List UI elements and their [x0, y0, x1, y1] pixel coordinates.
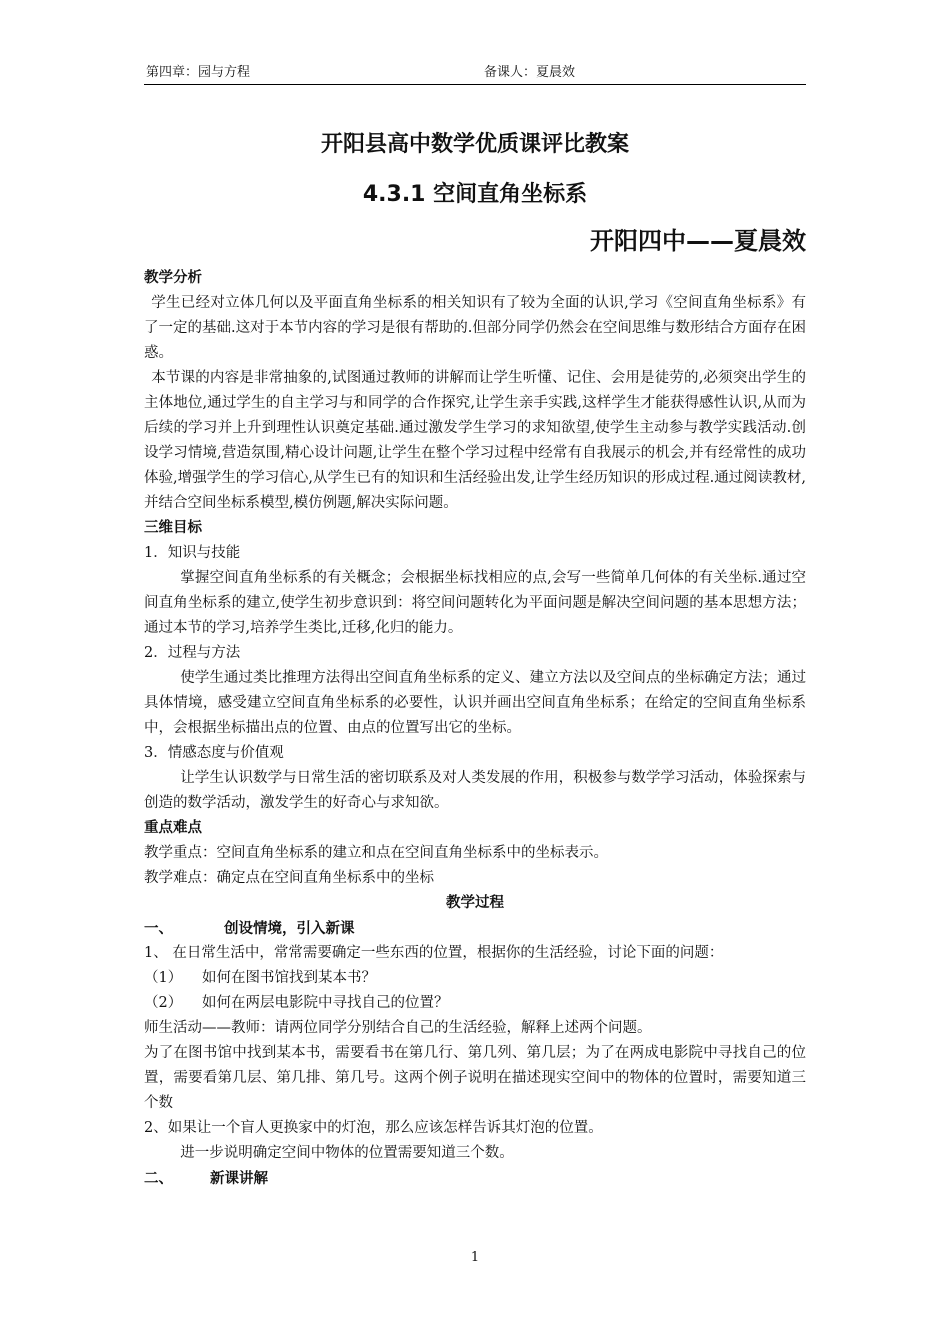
section-2-heading: [144, 1166, 806, 1191]
question-1-text: 如何在图书馆找到某本书？: [202, 970, 376, 986]
goals-heading: 三维目标: [144, 520, 202, 536]
lesson-title: 4.3.1 空间直角坐标系: [362, 182, 588, 207]
document-body: [144, 130, 806, 1191]
page-header: [144, 64, 806, 85]
analysis-paragraph-2: 本节课的内容是非常抽象的,试图通过教师的讲解而让学生听懂、记住、会用是徒劳的,必须突出学生的主体地位,通过学生的自主学习与和同学的合作探究,让学生亲手实践,这样学生才能获得感性认识,从而为后续的学习并上升到理性认识奠定基础.通过激发学生学习的求知欲望,使学生主动参与教学实践活动.创设学习情境,营造氛围,精心设计问题,让学生在整个学习过程中经常有自我展示的机会,并有经常性的成功体验,增强学生的学习信心,从学生已有的知识和生活经验出发,让学生经历知识的形成过程.通过阅读教材,并结合空间坐标系模型,模仿例题,解决实际问题。: [144, 370, 806, 511]
explanation-paragraph: 为了在图书馆中找到某本书，需要看书在第几行、第几列、第几层；为了在两成电影院中寻找自己的位置，需要看第几层、第几排、第几号。这两个例子说明在描述现实空间中的物体的位置时，需要知道三个数: [144, 1045, 806, 1111]
goal-2-text: 使学生通过类比推理方法得出空间直角坐标系的定义、建立方法以及空间点的坐标确定方法；通过具体情境，感受建立空间直角坐标系的必要性，认识并画出空间直角坐标系；在给定的空间直角坐标系中，会根据坐标描出点的位置、由点的位置写出它的坐标。: [144, 670, 806, 736]
header-preparer: 备课人：夏晨效: [484, 65, 576, 80]
difficult-point: 教学难点：确定点在空间直角坐标系中的坐标: [144, 870, 434, 886]
section-1-title: 创设情境，引入新课: [224, 920, 355, 937]
document-title: 开阳县高中数学优质课评比教案: [320, 132, 629, 157]
question-intro: 1、 在日常生活中，常常需要确定一些东西的位置，根据你的生活经验，讨论下面的问题：: [144, 945, 724, 961]
bulb-question: 2、如果让一个盲人更换家中的灯泡，那么应该怎样告诉其灯泡的位置。: [144, 1120, 603, 1136]
goal-3-text: 让学生认识数学与日常生活的密切联系及对人类发展的作用，积极参与数学学习活动，体验探索与创造的数学活动，激发学生的好奇心与求知欲。: [144, 770, 806, 811]
key-point: 教学重点：空间直角坐标系的建立和点在空间直角坐标系中的坐标表示。: [144, 845, 608, 861]
author-line: 开阳四中——夏晨效: [590, 227, 806, 255]
question-1: [144, 966, 806, 991]
section-2-title: 新课讲解: [210, 1170, 268, 1187]
section-1-number: 一、: [144, 920, 173, 937]
analysis-paragraph-1: 学生已经对立体几何以及平面直角坐标系的相关知识有了较为全面的认识,学习《空间直角坐标系》有了一定的基础.这对于本节内容的学习是很有帮助的.但部分同学仍然会在空间思维与数形结合方面存在困惑。: [144, 295, 806, 361]
goal-2-title: 2．过程与方法: [144, 645, 241, 661]
question-1-number: （1）: [144, 970, 183, 986]
page-number: 1: [470, 1250, 480, 1265]
section-1-heading: [144, 916, 806, 941]
question-2-text: 如何在两层电影院中寻找自己的位置？: [202, 995, 449, 1011]
goal-3-title: 3．情感态度与价值观: [144, 745, 284, 761]
goal-1-title: 1．知识与技能: [144, 545, 241, 561]
activity-line: 师生活动——教师：请两位同学分别结合自己的生活经验，解释上述两个问题。: [144, 1020, 652, 1036]
goal-1-text: 掌握空间直角坐标系的有关概念；会根据坐标找相应的点,会写一些简单几何体的有关坐标.通过空间直角坐标系的建立,使学生初步意识到：将空间问题转化为平面问题是解决空间问题的基本思想方法；通过本节的学习,培养学生类比,迁移,化归的能力。: [144, 570, 806, 636]
question-2: [144, 991, 806, 1016]
header-chapter: 第四章：园与方程: [146, 65, 251, 80]
keypoints-heading: 重点难点: [144, 820, 202, 836]
section-2-number: 二、: [144, 1170, 173, 1187]
process-heading: 教学过程: [446, 895, 504, 911]
question-2-number: （2）: [144, 995, 183, 1011]
further-explanation: 进一步说明确定空间中物体的位置需要知道三个数。: [180, 1145, 514, 1161]
analysis-heading: 教学分析: [144, 270, 202, 286]
